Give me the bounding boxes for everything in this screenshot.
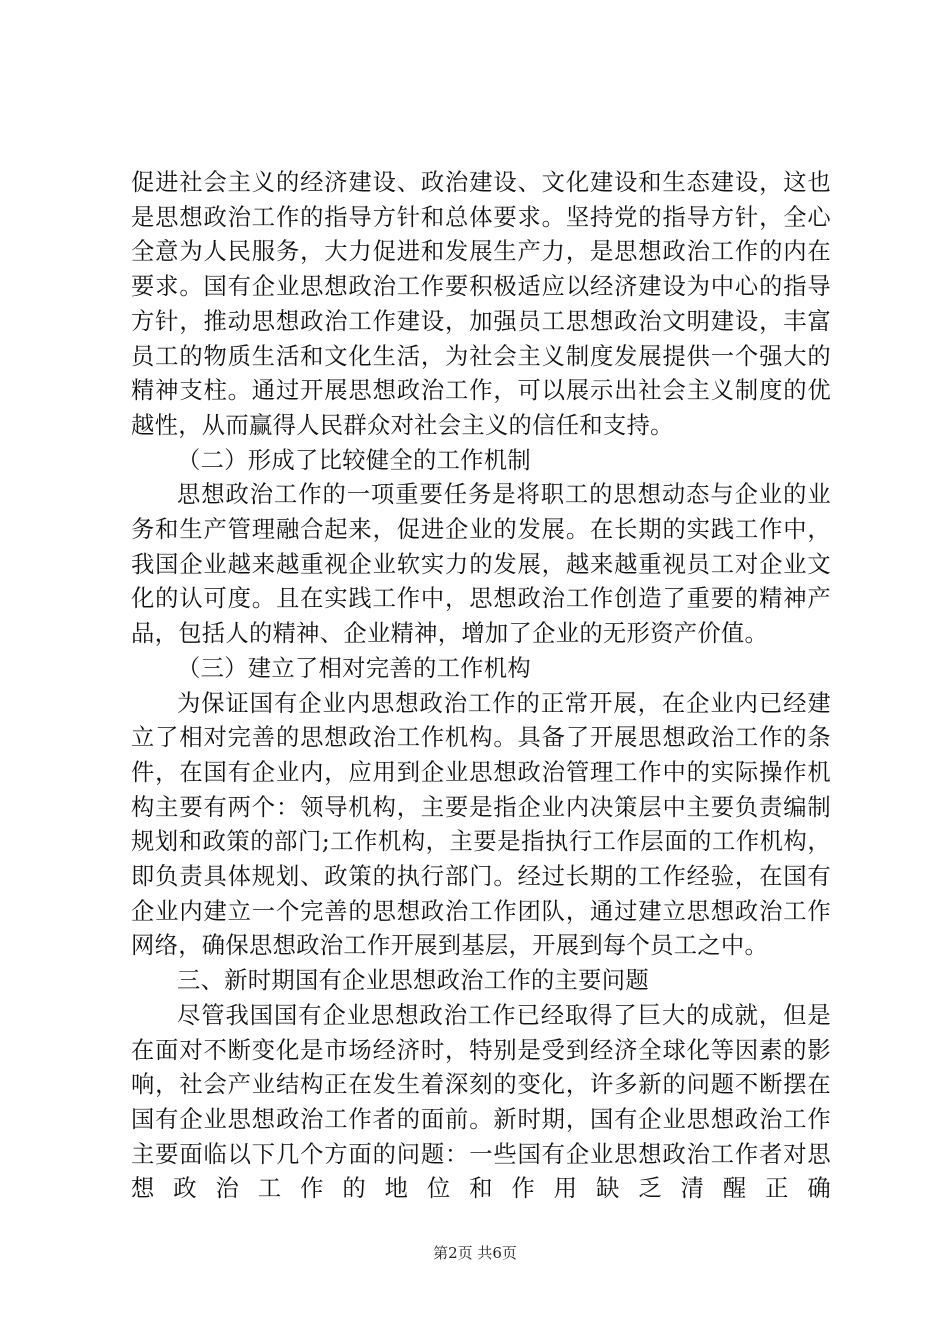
page-number-footer: 第2页 共6页 [433,1244,517,1262]
paragraph-4: 尽管我国国有企业思想政治工作已经取得了巨大的成就，但是在面对不断变化是市场经济时，特别是受到经济全球化等因素的影响，社会产业结构正在发生着深刻的变化，许多新的问题不断摆在国有企业思想政治工作者的面前。新时期，国有企业思想政治工作主要面临以下几个方面的问题：一些国有企业思想政治工作者对思想政治工作的地位和作用缺乏清醒正确 [131,1001,831,1203]
section-heading-2: （二）形成了比较健全的工作机制 [177,446,531,474]
section-heading-main-3: 三、新时期国有企业思想政治工作的主要问题 [177,967,649,995]
paragraph-1: 促进社会主义的经济建设、政治建设、文化建设和生态建设，这也是思想政治工作的指导方针和总体要求。坚持党的指导方针，全心全意为人民服务，大力促进和发展生产力，是思想政治工作的内在要求。国有企业思想政治工作要积极适应以经济建设为中心的指导方针，推动思想政治工作建设，加强员工思想政治文明建设，丰富员工的物质生活和文化生活，为社会主义制度发展提供一个强大的精神支柱。通过开展思想政治工作，可以展示出社会主义制度的优越性，从而赢得人民群众对社会主义的信任和支持。 [131,169,831,439]
paragraph-2: 思想政治工作的一项重要任务是将职工的思想动态与企业的业务和生产管理融合起来，促进企业的发展。在长期的实践工作中，我国企业越来越重视企业软实力的发展，越来越重视员工对企业文化的认可度。且在实践工作中，思想政治工作创造了重要的精神产品，包括人的精神、企业精神，增加了企业的无形资产价值。 [131,481,831,648]
document-body [131,166,831,1207]
section-heading-3: （三）建立了相对完善的工作机构 [177,654,531,682]
paragraph-3: 为保证国有企业内思想政治工作的正常开展，在企业内已经建立了相对完善的思想政治工作机构。具备了开展思想政治工作的条件，在国有企业内，应用到企业思想政治管理工作中的实际操作机构主要有两个：领导机构，主要是指企业内决策层中主要负责编制规划和政策的部门;工作机构，主要是指执行工作层面的工作机构，即负责具体规划、政策的执行部门。经过长期的工作经验，在国有企业内建立一个完善的思想政治工作团队，通过建立思想政治工作网络，确保思想政治工作开展到基层，开展到每个员工之中。 [131,689,831,960]
